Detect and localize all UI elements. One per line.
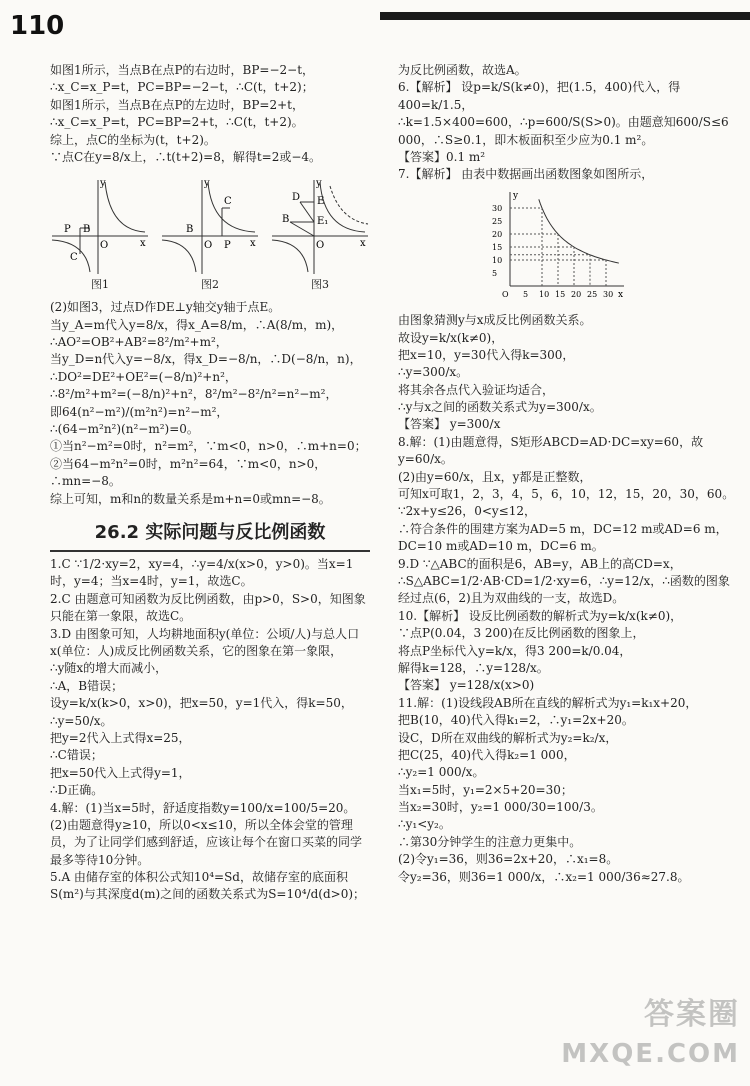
text-line: ①当n²−m²=0时，n²=m²，∵m<0，n>0，∴m+n=0； [50, 439, 367, 454]
svg-text:x: x [360, 238, 366, 250]
left-text-before-figures [50, 62, 370, 166]
figure-3-caption: 图3 [311, 278, 329, 292]
text-line: 如图1所示，当点B在点P的右边时，BP=−2−t， [50, 63, 315, 77]
answer-line: ∴A，B错误； [50, 678, 124, 693]
text-line: ∴8²/m²+m²=(−8/n)²+n²，8²/m²−8²/n²=n²−m²， [50, 387, 338, 402]
figure-1 [50, 172, 150, 293]
answer-line: 1.C ∵1/2·xy=2，xy=4，∴y=4/x(x>0，y>0)。当x=1时，y=4；当x=4时，y=1，故选C。 [50, 557, 354, 589]
text-line: 综上，点C的坐标为(t，t+2)。 [50, 132, 216, 147]
text-line: ∴y与x之间的函数关系式为y=300/x。 [398, 400, 602, 415]
svg-text:B: B [282, 214, 290, 226]
svg-text:O: O [204, 240, 213, 252]
svg-text:O: O [316, 240, 325, 252]
answer-line: ∴y随x的增大而减小， [50, 661, 168, 676]
answer-line: ∴C错误； [50, 748, 103, 763]
text-line: 令y₂=36，则36=1 000/x，∴x₂=1 000/36≈27.8。 [398, 869, 690, 884]
figure-1-graph [50, 172, 150, 277]
curve [539, 199, 619, 263]
text-line: ∵点C在y=8/x上，∴t(t+2)=8，解得t=2或−4。 [50, 149, 322, 164]
reciprocal-graph [488, 188, 738, 308]
text-line: 【答案】 y=300/x [398, 417, 501, 432]
text-line: ∴k=1.5×400=600，∴p=600/S(S>0)。由题意知600/S≤6 000，∴S≥0.1，即木板面积至少应为0.1 m²。 [398, 115, 729, 147]
text-line: ∴DO²=DE²+OE²=(−8/n)²+n²， [50, 369, 237, 384]
text-line: 把x=10，y=30代入得k=300， [398, 347, 575, 362]
text-line: (2)由y=60/x，且x，y都是正整数， [398, 469, 592, 484]
figure-3 [270, 172, 370, 293]
left-answer-list [50, 556, 370, 904]
text-line: 故设y=k/x(k≠0)， [398, 330, 504, 345]
answer-line: 5.A 由储存室的体积公式知10⁴=Sd，故储存室的底面积S(m²)与其深度d(m)之间的函数关系式为S=10⁴/d(d>0)； [50, 870, 366, 902]
y-tick-label: 5 [492, 268, 498, 278]
text-line: 把B(10，40)代入得k₁=2，∴y₁=2x+20。 [398, 713, 634, 728]
x-tick-label: 20 [571, 289, 582, 299]
x-tick-label: 5 [523, 289, 529, 299]
svg-text:y: y [204, 178, 210, 190]
svg-text:D: D [292, 192, 301, 204]
text-line: 当x₁=5时，y₁=2×5+20=30； [398, 782, 573, 797]
left-column [50, 62, 370, 1082]
text-line: ∴x_C=x_P=t，PC=BP=−2−t，∴C(t，t+2)； [50, 80, 314, 95]
text-line: ∴x_C=x_P=t，PC=BP=2+t，∴C(t，t+2)。 [50, 115, 304, 130]
svg-text:x: x [140, 238, 146, 250]
svg-text:E: E [317, 196, 325, 208]
text-line: ∴AO²=OB²+AB²=8²/m²+m²， [50, 335, 228, 350]
watermark-logo-text: 答案圈 [644, 996, 740, 1032]
answer-line: 设y=k/x(k>0，x>0)，把x=50，y=1代入，得k=50， [50, 696, 353, 711]
y-axis-label: y [513, 190, 519, 201]
text-line: 7.【解析】 由表中数据画出函数图象如图所示， [398, 167, 654, 182]
figure-2-caption: 图2 [201, 278, 219, 292]
text-line: ∴S△ABC=1/2·AB·CD=1/2·xy=6，∴y=12/x，∴函数的图象经过点(6，2)且为双曲线的一支，故选D。 [398, 573, 730, 606]
svg-text:O: O [100, 240, 109, 252]
text-line: 11.解：(1)设线段AB所在直线的解析式为y₁=k₁x+20， [398, 695, 698, 710]
watermark-url: MXQE.COM [561, 1039, 740, 1070]
text-line: 当y_D=n代入y=−8/x，得x_D=−8/n，∴D(−8/n，n)， [50, 352, 362, 367]
x-tick-label: 10 [539, 289, 550, 299]
right-text-before-graph [398, 62, 738, 184]
answer-line: 把y=2代入上式得x=25， [50, 730, 191, 745]
graph-svg [488, 188, 628, 303]
svg-text:y: y [100, 178, 106, 190]
text-line: 设C，D所在双曲线的解析式为y₂=k₂/x， [398, 730, 618, 745]
text-line: 即64(n²−m²)/(m²n²)=n²−m²， [50, 404, 229, 419]
svg-text:C: C [70, 252, 78, 264]
answer-line: ∴D正确。 [50, 783, 104, 798]
text-line: 8.解：(1)由题意得，S矩形ABCD=AD·DC=xy=60，故y=60/x。 [398, 434, 704, 467]
header-bar [380, 12, 750, 20]
text-line: ∴y=300/x。 [398, 365, 469, 380]
svg-text:B: B [186, 224, 194, 236]
text-line: 将点P坐标代入y=k/x，得3 200=k/0.04， [398, 643, 632, 658]
answer-line: 把x=50代入上式得y=1， [50, 765, 191, 780]
text-line: 解得k=128，∴y=128/x。 [398, 660, 549, 675]
text-line: 【答案】 y=128/x(x>0) [398, 678, 535, 693]
text-line: 10.【解析】 设反比例函数的解析式为y=k/x(k≠0)， [398, 608, 683, 623]
text-line: 将其余各点代入验证均适合， [398, 382, 555, 397]
x-tick-label: 25 [587, 289, 598, 299]
text-line: 当y_A=m代入y=8/x，得x_A=8/m，∴A(8/m，m)， [50, 317, 344, 332]
y-tick-label: 25 [492, 216, 503, 226]
svg-text:P: P [224, 240, 231, 252]
answer-line: 4.解：(1)当x=5时，舒适度指数y=100/x=100/5=20。 [50, 800, 356, 815]
text-line: 6.【解析】 设p=k/S(k≠0)，把(1.5，400)代入，得400=k/1.5， [398, 80, 681, 112]
x-tick-label: 30 [603, 289, 614, 299]
left-text-after-figures [50, 299, 370, 508]
text-line: ∴y₁<y₂。 [398, 817, 451, 832]
answer-line: (2)由题意得y≥10，所以0<x≤10，所以全体会堂的管理员，为了让同学们感到舒适，应该让每个在窗口买菜的同学最多等待10分钟。 [50, 817, 363, 867]
x-tick-label: 15 [555, 289, 566, 299]
page-number: 110 [10, 11, 65, 41]
x-axis-label: x [618, 289, 624, 300]
y-tick-label: 20 [492, 229, 503, 239]
answer-line: 2.C 由题意可知函数为反比例函数，由p>0，S>0，知图象只能在第一象限，故选C。 [50, 591, 366, 624]
svg-text:C: C [224, 196, 232, 208]
answer-line: ∴y=50/x。 [50, 713, 113, 728]
y-tick-label: 30 [492, 203, 503, 213]
svg-text:E₁: E₁ [317, 216, 329, 228]
right-column [398, 62, 738, 1082]
text-line: 如图1所示，当点B在点P的左边时，BP=2+t， [50, 97, 304, 112]
watermark [561, 993, 740, 1074]
section-title: 26.2 实际问题与反比例函数 [50, 520, 370, 552]
figure-2 [160, 172, 260, 293]
text-line: 【答案】0.1 m² [398, 149, 486, 164]
text-line: 把C(25，40)代入得k₂=1 000， [398, 747, 576, 762]
text-line: 由图象猜测y与x成反比例函数关系。 [398, 313, 592, 328]
y-tick-label: 10 [492, 255, 503, 265]
text-line: (2)如图3，过点D作DE⊥y轴交y轴于点E。 [50, 300, 281, 315]
svg-text:y: y [316, 178, 322, 190]
svg-text:P: P [64, 224, 71, 236]
text-line: ②当64−m²n²=0时，m²n²=64，∵m<0，n>0，∴mn=−8。 [50, 456, 327, 489]
figure-row [50, 172, 370, 293]
text-line: 可知x可取1，2，3，4，5，6，10，12，15，20，30，60。 [398, 487, 735, 502]
figure-2-graph [160, 172, 260, 277]
text-line: 9.D ∵△ABC的面积是6，AB=y，AB上的高CD=x， [398, 556, 682, 571]
svg-text:B: B [83, 224, 91, 236]
figure-3-graph [270, 172, 370, 277]
text-line: ∴(64−m²n²)(n²−m²)=0。 [50, 422, 199, 437]
origin-label: O [502, 289, 509, 299]
answer-line: 3.D 由图象可知，人均耕地面积y(单位：公顷/人)与总人口x(单位：人)成反比例函数关系，它的图象在第一象限， [50, 626, 360, 659]
text-line: 当x₂=30时，y₂=1 000/30=100/3。 [398, 800, 603, 815]
text-line: 为反比例函数，故选A。 [398, 63, 527, 77]
text-line: ∴符合条件的围建方案为AD=5 m，DC=12 m或AD=6 m，DC=10 m或AD=10 m，DC=6 m。 [398, 521, 728, 554]
right-text-after-graph [398, 312, 738, 886]
svg-text:x: x [250, 238, 256, 250]
text-line: ∴y₂=1 000/x。 [398, 765, 485, 780]
text-line: 综上可知，m和n的数量关系是m+n=0或mn=−8。 [50, 491, 331, 506]
text-line: ∵2x+y≤26，0<y≤12， [398, 504, 536, 519]
text-line: (2)令y₁=36，则36=2x+20，∴x₁=8。 [398, 852, 619, 867]
text-line: ∵点P(0.04，3 200)在反比例函数的图象上， [398, 626, 645, 641]
figure-1-caption: 图1 [91, 278, 109, 292]
text-line: ∴第30分钟学生的注意力更集中。 [398, 834, 582, 849]
y-tick-label: 15 [492, 242, 503, 252]
